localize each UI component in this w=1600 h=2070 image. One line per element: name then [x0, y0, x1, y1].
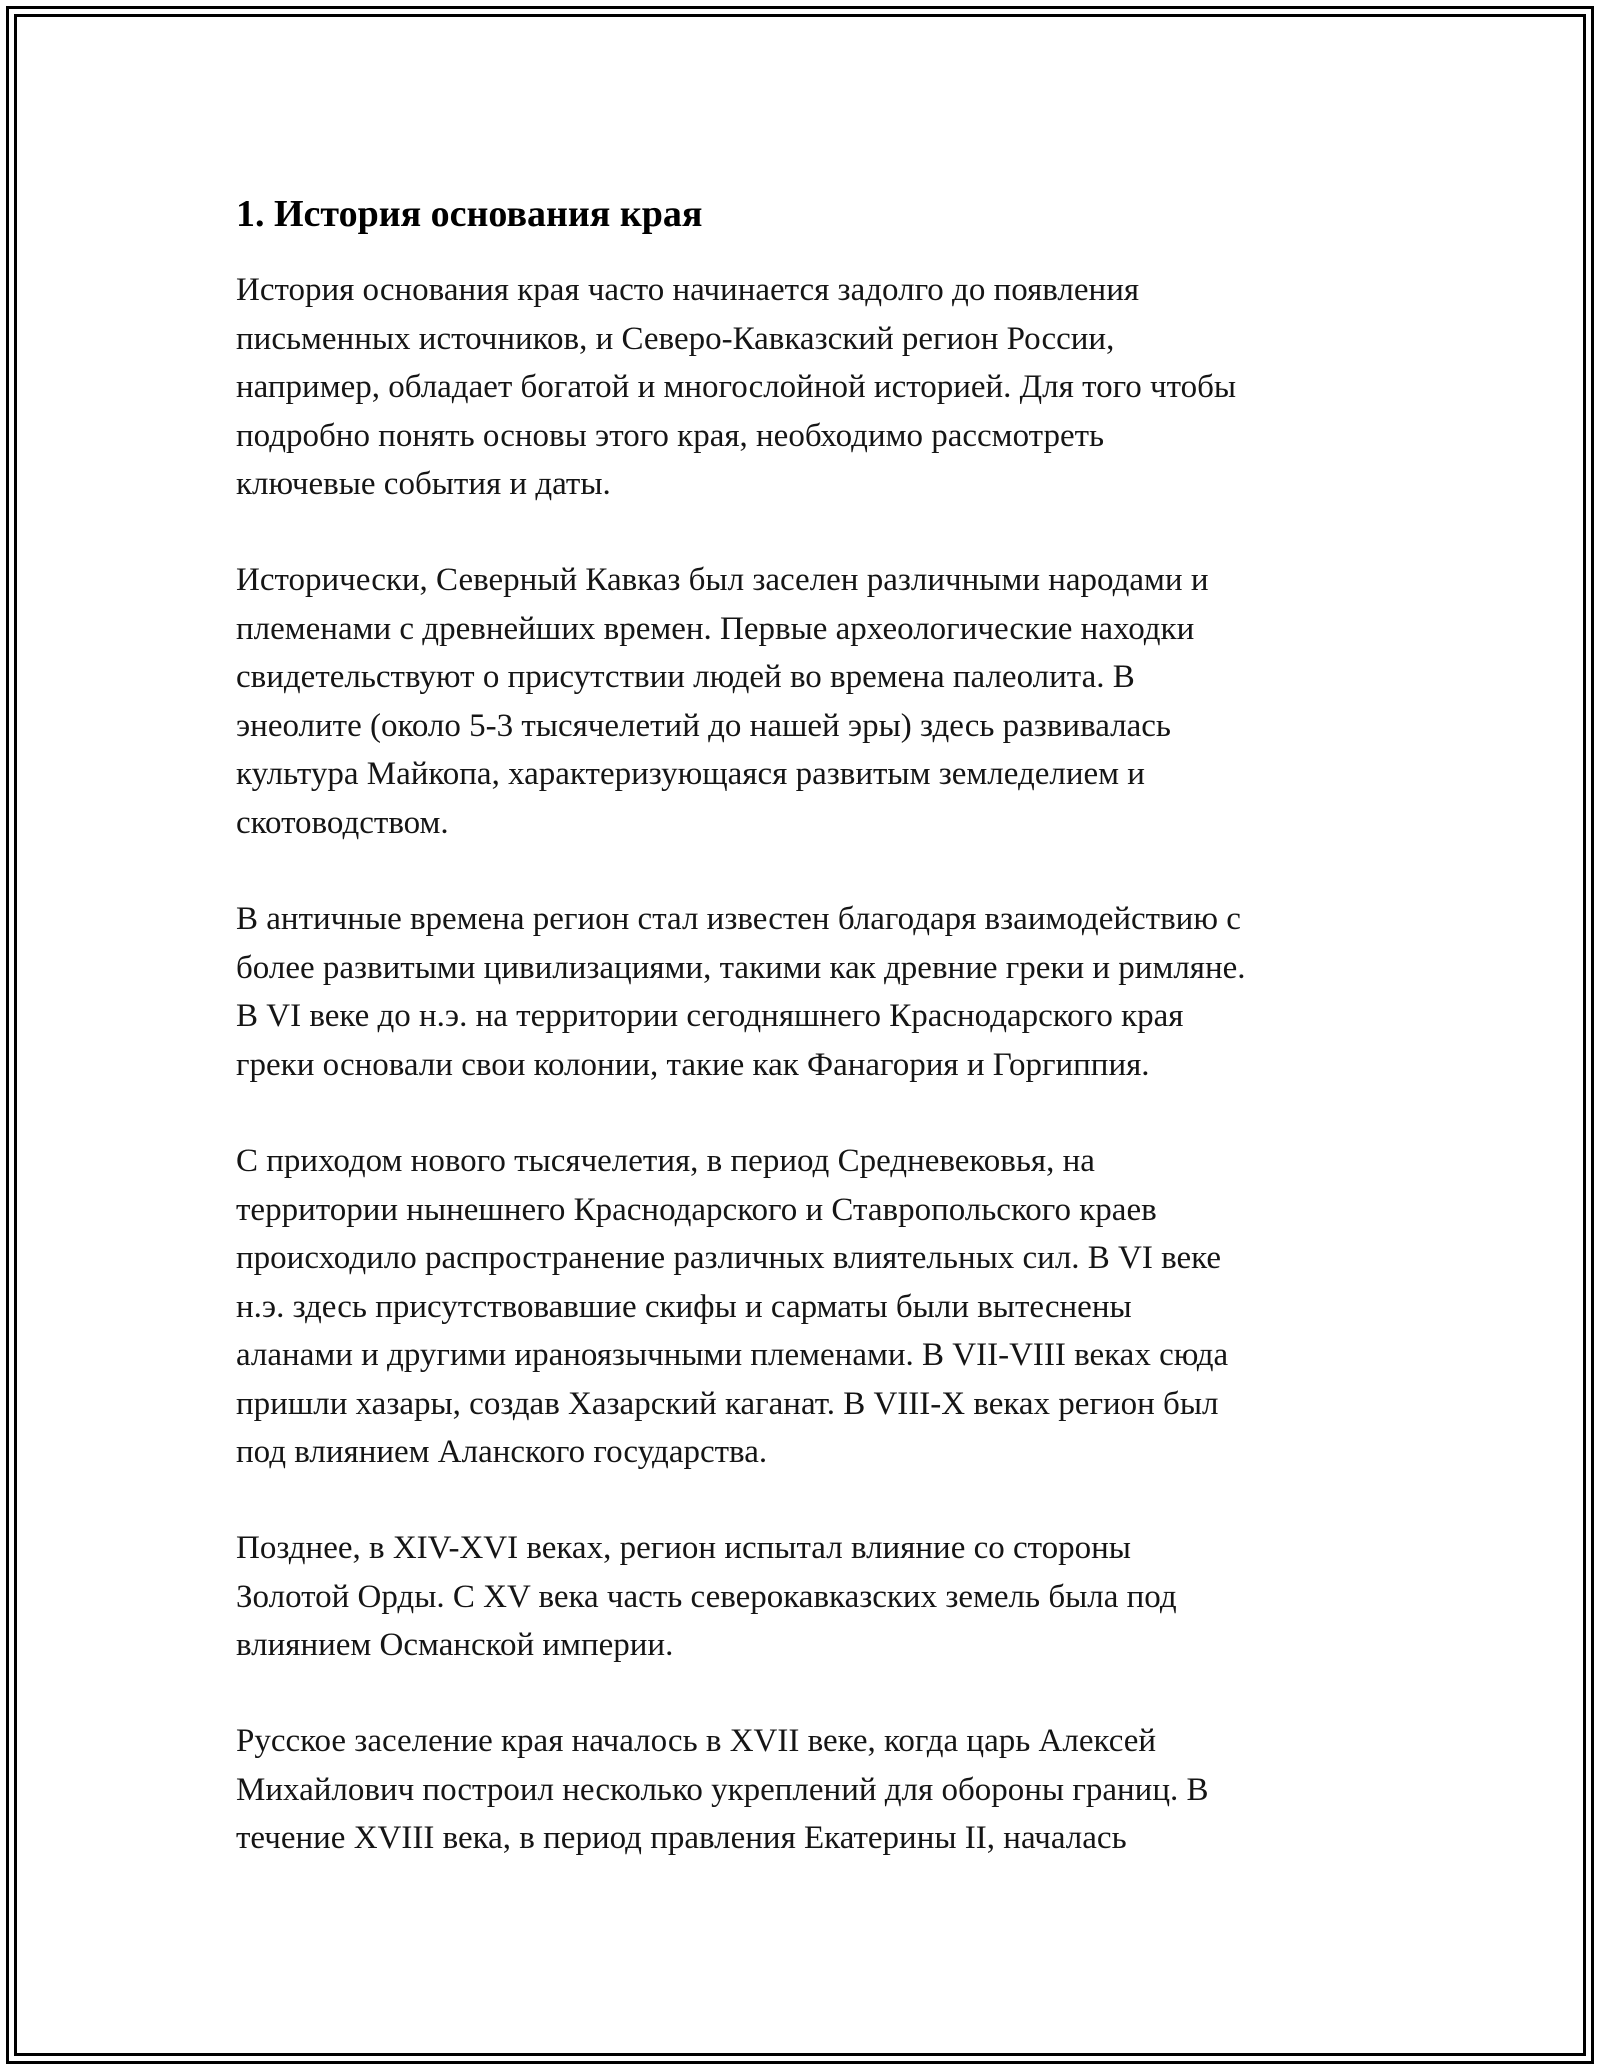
paragraph-founding-intro	[236, 266, 1366, 509]
text-line: энеолите (около 5-3 тысячелетий до нашей эры) здесь развивалась	[236, 707, 1171, 744]
text-line: скотоводством.	[236, 804, 449, 841]
text-line: греки основали свои колонии, такие как Фанагория и Горгиппия.	[236, 1046, 1150, 1083]
paragraph-golden-horde	[236, 1524, 1366, 1670]
text-line: Исторически, Северный Кавказ был заселен различными народами и	[236, 562, 1209, 598]
text-line: ключевые события и даты.	[236, 466, 611, 502]
text-line: под влиянием Аланского государства.	[236, 1434, 768, 1470]
text-line: влиянием Османской империи.	[236, 1627, 674, 1663]
text-line: свидетельствуют о присутствии людей во времена палеолита. В	[236, 659, 1135, 695]
text-line: течение XVIII века, в период правления Екатерины II, началась	[236, 1820, 1127, 1856]
text-line: В VI веке до н.э. на территории сегодняшнего Краснодарского края	[236, 998, 1184, 1034]
text-line: более развитыми цивилизациями, такими как древние греки и римляне.	[236, 949, 1246, 986]
text-line: культура Майкопа, характеризующаяся развитым земледелием и	[236, 756, 1145, 792]
paragraph-ancient-peoples	[236, 556, 1366, 847]
text-line: пришли хазары, создав Хазарский каганат. В VIII-X веках регион был	[236, 1385, 1219, 1422]
text-line: подробно понять основы этого края, необходимо рассмотреть	[236, 417, 1105, 454]
text-line: Золотой Орды. С XV века часть северокавказских земель была под	[236, 1578, 1177, 1615]
text-line: С приходом нового тысячелетия, в период Средневековья, на	[236, 1143, 1095, 1179]
text-line: происходило распространение различных влиятельных сил. В VI веке	[236, 1240, 1222, 1276]
section-heading: 1. История основания края	[236, 193, 703, 235]
text-line: В античные времена регион стал известен благодаря взаимодействию с	[236, 901, 1241, 937]
text-line: письменных источников, и Северо-Кавказский регион России,	[236, 320, 1115, 357]
text-line: Русское заселение края началось в XVII веке, когда царь Алексей	[236, 1723, 1157, 1759]
text-line: Михайлович построил несколько укреплений для обороны границ. В	[236, 1771, 1209, 1808]
paragraph-antiquity	[236, 895, 1366, 1089]
paragraph-middle-ages	[236, 1137, 1366, 1477]
text-line: территории нынешнего Краснодарского и Ставропольского краев	[236, 1191, 1157, 1228]
text-line: аланами и другими ираноязычными племенами. В VII-VIII веках сюда	[236, 1337, 1229, 1373]
paragraph-russian-settlement	[236, 1717, 1366, 1863]
text-line: племенами с древнейших времен. Первые археологические находки	[236, 610, 1195, 647]
text-line: н.э. здесь присутствовавшие скифы и сарматы были вытеснены	[236, 1288, 1132, 1325]
text-line: История основания края часто начинается задолго до появления	[236, 272, 1140, 308]
text-line: Позднее, в XIV-XVI веках, регион испытал влияние со стороны	[236, 1530, 1131, 1566]
document-body	[236, 186, 1366, 1856]
text-line: например, обладает богатой и многослойной историей. Для того чтобы	[236, 369, 1237, 405]
